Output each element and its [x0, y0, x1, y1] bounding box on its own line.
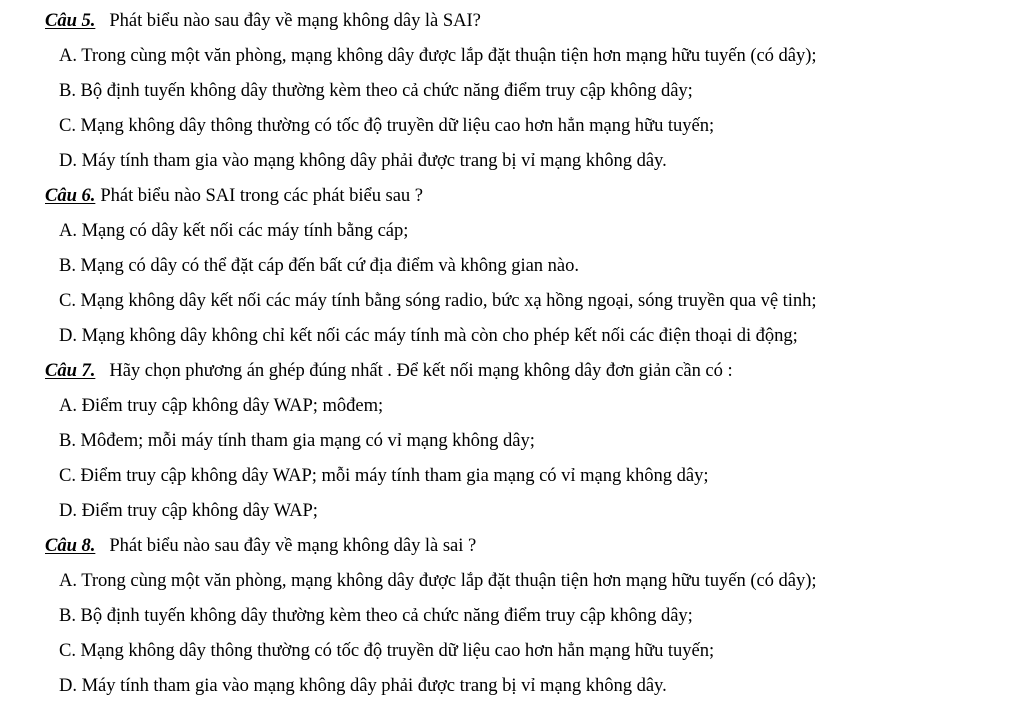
option-7b: B. Môđem; mỗi máy tính tham gia mạng có vỉ mạng không dây; [59, 430, 535, 451]
option-6c: C. Mạng không dây kết nối các máy tính bằng sóng radio, bức xạ hồng ngoại, sóng truyền qua vệ tinh; [59, 290, 817, 311]
question-label: Câu 5. [45, 10, 96, 31]
question-label: Câu 8. [45, 535, 96, 556]
option-6d: D. Mạng không dây không chỉ kết nối các máy tính mà còn cho phép kết nối các điện thoại di động; [59, 325, 798, 346]
question-label: Câu 6. [45, 185, 96, 206]
question-7 [45, 359, 733, 383]
option-7a: A. Điểm truy cập không dây WAP; môđem; [59, 395, 384, 416]
option-8a: A. Trong cùng một văn phòng, mạng không dây được lắp đặt thuận tiện hơn mạng hữu tuyến (có dây); [59, 570, 817, 591]
question-text: Phát biểu nào sau đây về mạng không dây là sai ? [109, 535, 477, 556]
option-5d: D. Máy tính tham gia vào mạng không dây phải được trang bị vỉ mạng không dây. [59, 150, 667, 171]
option-5c: C. Mạng không dây thông thường có tốc độ truyền dữ liệu cao hơn hẳn mạng hữu tuyến; [59, 115, 715, 136]
option-7d: D. Điểm truy cập không dây WAP; [59, 500, 318, 521]
question-text: Hãy chọn phương án ghép đúng nhất . Để kết nối mạng không dây đơn giản cần có : [109, 360, 733, 381]
option-5a: A. Trong cùng một văn phòng, mạng không dây được lắp đặt thuận tiện hơn mạng hữu tuyến (có dây); [59, 45, 817, 66]
question-text: Phát biểu nào SAI trong các phát biểu sau ? [100, 185, 423, 206]
option-5b: B. Bộ định tuyến không dây thường kèm theo cả chức năng điểm truy cập không dây; [59, 80, 693, 101]
option-6b: B. Mạng có dây có thể đặt cáp đến bất cứ địa điểm và không gian nào. [59, 255, 579, 276]
option-8b: B. Bộ định tuyến không dây thường kèm theo cả chức năng điểm truy cập không dây; [59, 605, 693, 626]
question-text: Phát biểu nào sau đây về mạng không dây là SAI? [109, 10, 481, 31]
question-6 [45, 184, 423, 208]
question-8 [45, 534, 476, 558]
option-8c: C. Mạng không dây thông thường có tốc độ truyền dữ liệu cao hơn hẳn mạng hữu tuyến; [59, 640, 715, 661]
option-6a: A. Mạng có dây kết nối các máy tính bằng cáp; [59, 220, 409, 241]
option-7c: C. Điểm truy cập không dây WAP; mỗi máy tính tham gia mạng có vỉ mạng không dây; [59, 465, 709, 486]
question-5 [45, 9, 481, 33]
option-8d: D. Máy tính tham gia vào mạng không dây phải được trang bị vỉ mạng không dây. [59, 675, 667, 696]
question-label: Câu 7. [45, 360, 96, 381]
